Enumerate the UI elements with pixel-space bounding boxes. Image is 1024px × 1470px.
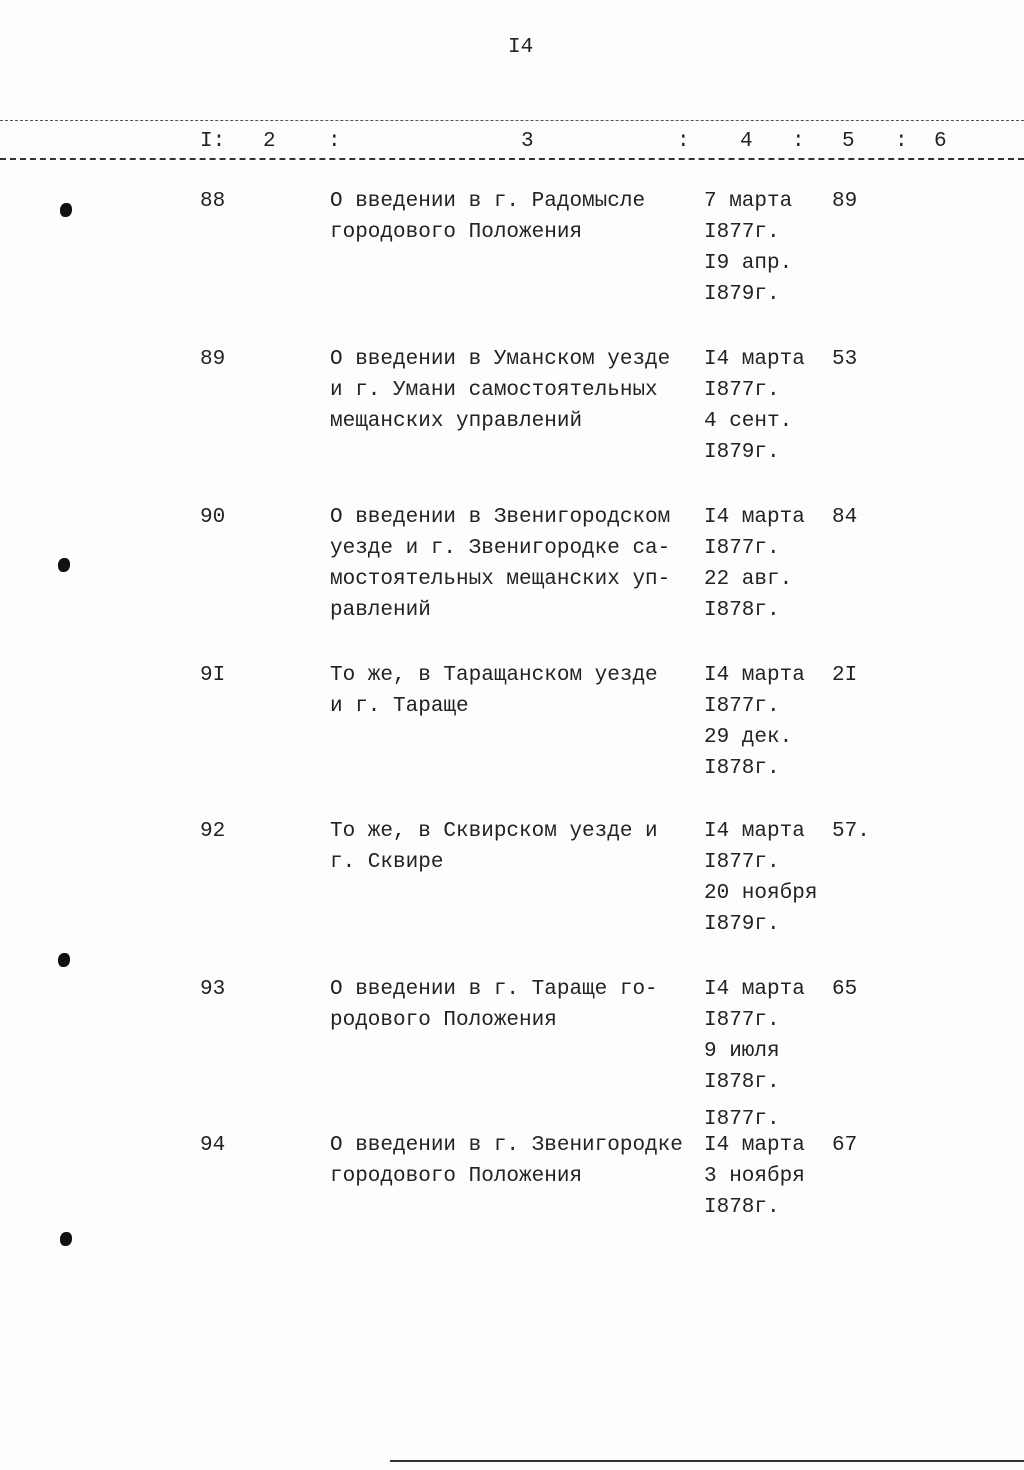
entry-number: 9I (200, 664, 226, 687)
hole-punch-mark (58, 558, 70, 572)
date-line: I4 марта (704, 978, 805, 1001)
date-line: 20 ноября (704, 882, 818, 905)
date-line: 9 июля (704, 1040, 780, 1063)
entry-number: 88 (200, 190, 226, 213)
entry-number: 93 (200, 978, 226, 1001)
date-line: I878г. (704, 757, 780, 780)
title-line: городового Положения (330, 1165, 583, 1188)
date-line: I877г. (704, 379, 780, 402)
title-line: О введении в г. Радомысле (330, 190, 646, 213)
bottom-rule (390, 1460, 1024, 1462)
date-line: I878г. (704, 599, 780, 622)
entry-title (330, 1130, 683, 1192)
entry-dates (704, 660, 805, 784)
col-separator: : (895, 130, 908, 153)
date-line: 22 авг. (704, 568, 793, 591)
header-bottom-rule (0, 158, 1024, 160)
date-line: I878г. (704, 1196, 780, 1219)
title-line: и г. Умани самостоятельных (330, 379, 658, 402)
date-line: I879г. (704, 283, 780, 306)
date-line: I878г. (704, 1071, 780, 1094)
col-header-6: 6 (934, 130, 947, 153)
title-line: мостоятельных мещанских уп- (330, 568, 671, 591)
date-line: I877г. (704, 537, 780, 560)
col-header-4: 4 (740, 130, 753, 153)
entry-number: 89 (200, 348, 226, 371)
entry-dates (704, 344, 805, 468)
date-line: 4 сент. (704, 410, 793, 433)
title-line: О введении в Звенигородском (330, 506, 671, 529)
date-line: I4 марта (704, 506, 805, 529)
date-line: I877г. (704, 221, 780, 244)
title-line: городового Положения (330, 221, 583, 244)
entry-dates (704, 816, 817, 940)
date-line: I9 апр. (704, 252, 793, 275)
col-header-1: I: (200, 130, 226, 153)
sheet-numbers: 67 (832, 1134, 858, 1157)
entry-title (330, 660, 658, 722)
title-line: г. Сквире (330, 851, 444, 874)
entry-dates (704, 502, 805, 626)
entry-title (330, 186, 645, 248)
title-line: мещанских управлений (330, 410, 583, 433)
sheet-numbers: 84 (832, 506, 858, 529)
col-separator: : (792, 130, 805, 153)
entry-dates (704, 1130, 805, 1223)
date-line: I879г. (704, 913, 780, 936)
title-line: О введении в г. Тараще го- (330, 978, 658, 1001)
date-line: I879г. (704, 441, 780, 464)
entry-dates (704, 186, 792, 310)
col-separator: : (328, 130, 341, 153)
entry-number: 90 (200, 506, 226, 529)
date-line: I877г. (704, 851, 780, 874)
date-line: I877г. (704, 1108, 780, 1131)
date-line: I4 марта (704, 820, 805, 843)
col-separator: : (677, 130, 690, 153)
sheet-numbers: 2I (832, 664, 858, 687)
sheet-numbers: 89 (832, 190, 858, 213)
sheet-numbers: 57. (832, 820, 870, 843)
entry-dates (704, 974, 805, 1098)
date-line: 3 ноября (704, 1165, 805, 1188)
entry-title (330, 344, 670, 437)
title-line: То же, в Сквирском уезде и (330, 820, 658, 843)
date-line: I4 марта (704, 664, 805, 687)
date-line: 29 дек. (704, 726, 793, 749)
hole-punch-mark (60, 1232, 72, 1246)
title-line: О введении в Уманском уезде (330, 348, 671, 371)
hole-punch-mark (58, 953, 70, 967)
col-header-3: 3 (521, 130, 534, 153)
title-line: То же, в Таращанском уезде (330, 664, 658, 687)
title-line: О введении в г. Звенигородке (330, 1134, 683, 1157)
header-top-rule (0, 120, 1024, 121)
date-line: 7 марта (704, 190, 793, 213)
sheet-numbers: 53 (832, 348, 858, 371)
date-line: I877г. (704, 1009, 780, 1032)
date-line: I4 марта (704, 1134, 805, 1157)
entry-number: 94 (200, 1134, 226, 1157)
entry-title (330, 502, 670, 626)
date-line: I4 марта (704, 348, 805, 371)
entry-title (330, 974, 658, 1036)
entry-title (330, 816, 658, 878)
title-line: уезде и г. Звенигородке са- (330, 537, 671, 560)
col-header-5: 5 (842, 130, 855, 153)
title-line: равлений (330, 599, 431, 622)
col-header-2: 2 (263, 130, 276, 153)
sheet-numbers: 65 (832, 978, 858, 1001)
page-number: I4 (508, 36, 534, 59)
entry-number: 92 (200, 820, 226, 843)
title-line: родового Положения (330, 1009, 557, 1032)
hole-punch-mark (60, 203, 72, 217)
date-line: I877г. (704, 695, 780, 718)
title-line: и г. Тараще (330, 695, 469, 718)
